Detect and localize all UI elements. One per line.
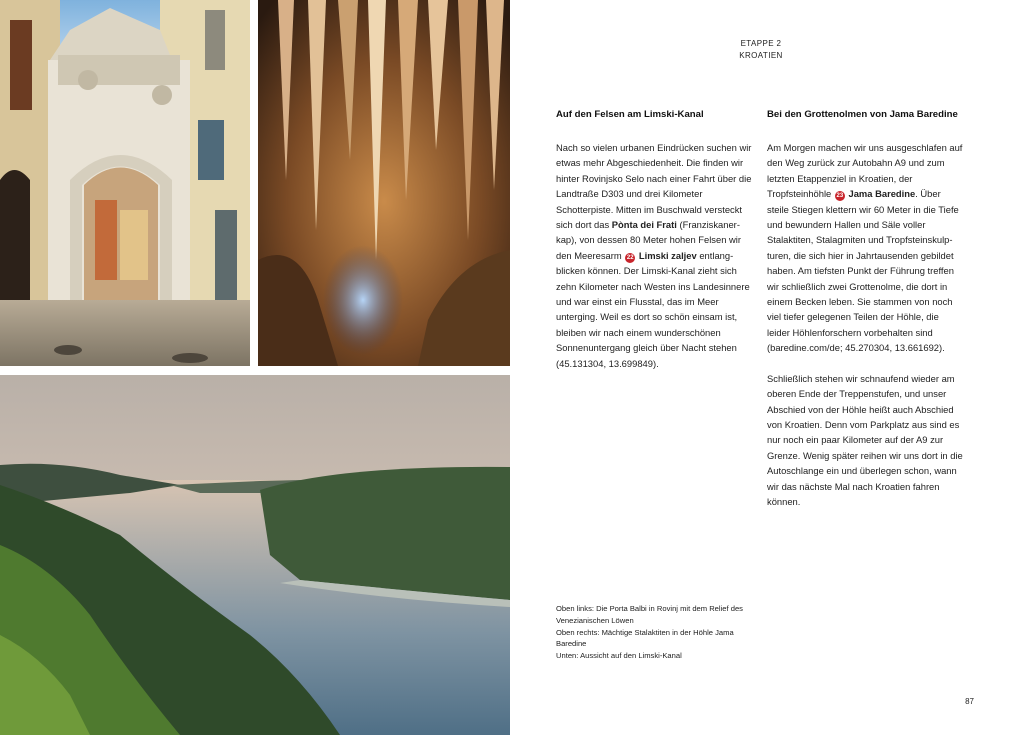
page-header — [700, 38, 822, 62]
text-span: (Franziskanerkap), von dessen 80 Meter hohen Felsen wir den Meeresarm — [556, 219, 741, 261]
text-span: Am Morgen machen wir uns ausgeschlafen auf den Weg zurück zur Autobahn A9 und zum letzten Etappenziel in Kroatien, der Tropfsteinhöhle — [767, 142, 963, 200]
photo-captions — [556, 603, 756, 662]
stage-label: ETAPPE 2 — [740, 39, 782, 48]
baredine-paragraph-1 — [767, 140, 963, 356]
caption-top-right: Oben rechts: Mächtige Stalaktiten in der Höhle Jama Baredine — [556, 627, 734, 649]
right-text-column — [767, 107, 963, 524]
photo-porta-balbi — [0, 0, 250, 366]
text-span: entlangblicken können. Der Limski-Kanal zieht sich zehn Kilometer nach Westen ins Landesinnere und war einst ein Flusstal, das im Meer unterging. Weil es dort so schön einsam ist, bleiben wir nach einem wunderschönen Sonnenuntergang gleich über Nacht stehen (45.131304, 13.699849). — [556, 249, 750, 369]
baredine-heading: Bei den Grottenolmen von Jama Baredine — [767, 109, 958, 120]
place-limski-zaljev: Limski zaljev — [638, 249, 697, 261]
photo-stalactites — [258, 0, 510, 366]
page-number: 87 — [965, 697, 974, 706]
location-marker-baredine: 23 — [836, 193, 844, 200]
place-jama-baredine: Jama Baredine — [848, 188, 916, 200]
baredine-paragraph-2: Schließlich stehen wir schnaufend wieder am oberen Ende der Treppenstufen, und unser Abschied von der Höhle heißt auch Abschied von Kroatien. Denn vom Parkplatz aus sind es nur noch ein paar Kilometer auf der A9 zur Grenze. Wenig später reihen wir uns dort in die Autoschlange ein und überlegen schon, wann wir das nächste Mal nach Kroatien fahren können. — [767, 372, 963, 507]
photo-limski-kanal — [0, 375, 510, 735]
country-label: KROATIEN — [739, 51, 783, 60]
text-span: Nach so vielen urbanen Eindrücken suchen wir etwas mehr Abgeschiedenheit. Die finden wir hinter Rovinjsko Selo nach einer Fahrt über die Landtraße D303 und drei Kilometer Schotterpiste. Mitten im Buschwald versteckt sich dort das — [556, 142, 752, 231]
limski-heading: Auf den Felsen am Limski-Kanal — [556, 109, 704, 120]
caption-bottom: Unten: Aussicht auf den Limski-Kanal — [556, 651, 682, 661]
location-marker-limski: 22 — [626, 254, 634, 261]
left-text-column — [556, 107, 752, 386]
limski-paragraph — [556, 140, 752, 371]
caption-top-left: Oben links: Die Porta Balbi in Rovinj mit dem Relief des Venezianischen Löwen — [556, 604, 743, 625]
place-ponta-dei-frati: Pònta dei Frati — [611, 219, 677, 231]
text-span: . Über steile Stiegen klettern wir 60 Meter in die Tiefe und bewundern Hallen und Säle voller Stalaktiten, Stalagmiten und Tropfsteinskulpturen, die sich hier in Jahrtausenden gebildet haben. Am tiefsten Punkt der Führung treffen wir schließlich zwei Grottenolme, die dort in einem Becken leben. Sie stammen von noch viel tiefer gelegenen Teilen der Höhle, die leider Höhlenforschern vorbehalten sind (baredine.com/de; 45.270304, 13.661692). — [767, 188, 959, 354]
